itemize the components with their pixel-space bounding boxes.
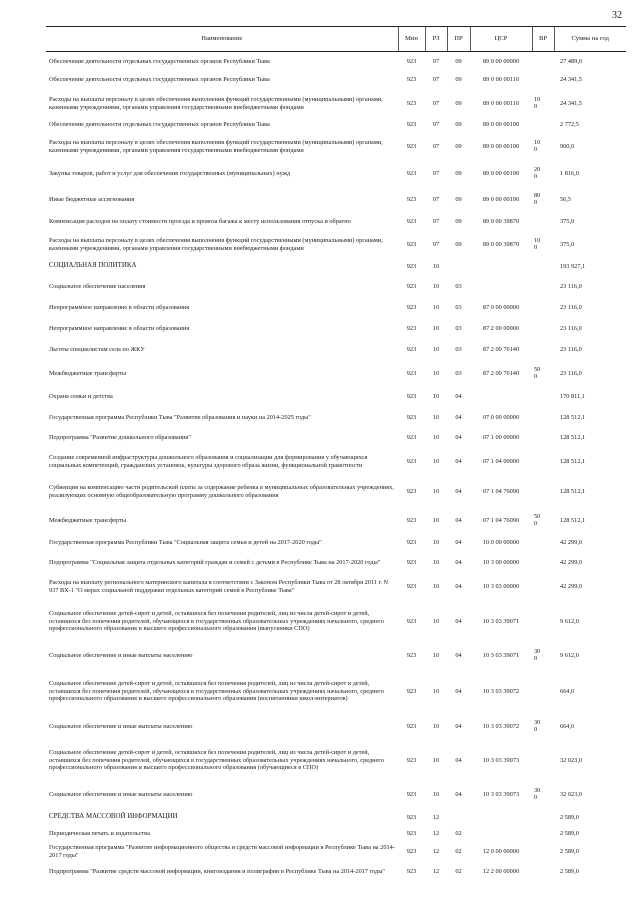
row-rz: 10 (432, 282, 440, 290)
table-row (46, 71, 626, 90)
row-rz: 07 (432, 169, 440, 177)
row-vr: 10 0 (534, 138, 541, 153)
row-rz: 10 (432, 369, 440, 377)
table-row (46, 361, 626, 387)
row-csr: 12 2 00 00000 (482, 867, 520, 875)
row-name: Подпрограмма "Социальная защита отдельных категорий граждан и семей с детьми в Республике Тыва на 2017-2020 годы" (49, 558, 381, 566)
section-row (46, 258, 626, 276)
row-pr: 04 (455, 722, 462, 730)
row-csr (470, 258, 532, 276)
row-pr: 04 (455, 539, 462, 547)
row-sum: 23 116,0 (560, 282, 582, 290)
row-pr: 09 (455, 218, 462, 226)
row-name: Государственная программа "Развитие информационного общества и средств массовой информации в Республике Тыва на 2014-2017 годы" (49, 844, 395, 859)
row-sum: 9 612,0 (560, 652, 579, 660)
row-pr: 04 (455, 414, 462, 422)
row-rz: 10 (432, 558, 440, 566)
row-csr: 89 0 00 00110 (483, 76, 519, 84)
table-row (46, 782, 626, 809)
row-pr: 02 (455, 867, 462, 875)
budget-table (46, 26, 626, 882)
row-sum: 128 512,1 (560, 434, 586, 442)
row-sum: 1 816,0 (560, 169, 579, 177)
row-rz: 10 (432, 457, 440, 465)
row-name: Расходы на выплату регионального материнского капитала в соответствии с Законом Республики Тыва от 28 октября 2011 г. N 937 ВХ-1 "О мерах социальной поддержки отдельных категорий семей в Республике Тыва" (49, 579, 389, 594)
row-vr (532, 340, 554, 361)
table-row (46, 448, 626, 476)
table-row (46, 276, 626, 298)
row-name: Подпрограмма "Развитие средств массовой информации, книгоиздания и полиграфии в Республике Тыва на 2014-2017 годы" (49, 867, 385, 875)
row-vr (532, 52, 554, 71)
row-csr: 87 2 00 76140 (482, 369, 520, 377)
row-rz: 10 (432, 791, 440, 799)
row-pr: 04 (455, 457, 462, 465)
row-rz: 10 (432, 722, 440, 730)
row-name: Государственная программа Республики Тыва "Развитие образования и науки на 2014-2025 годы" (49, 414, 311, 422)
table-row (46, 714, 626, 740)
row-pr: 04 (455, 516, 462, 524)
row-min: 923 (406, 617, 417, 625)
row-name: Социальное обеспечение детей-сирот и детей, оставшихся без попечения родителей, лиц из числа детей-сирот и детей, оставшихся без попечения родителей, обучающихся в государственных образовательных учреждениях начального, среднего профессионального образования и высшего профессионального образования (воспитанники школ-интернатов) (49, 680, 384, 703)
row-csr (470, 809, 532, 827)
row-sum: 128 512,1 (560, 487, 586, 495)
row-vr: 20 0 (534, 165, 541, 180)
row-pr: 03 (455, 282, 462, 290)
row-name: Компенсация расходов на оплату стоимости проезда и провоза багажа к месту использования отпуска и обратно (49, 218, 351, 226)
header-sum: Сумма на год (554, 27, 626, 52)
table-row (46, 90, 626, 118)
row-vr (532, 534, 554, 553)
row-csr (470, 276, 532, 298)
row-vr: 50 0 (534, 512, 541, 527)
row-sum: 23 116,0 (560, 346, 582, 354)
row-pr: 09 (455, 57, 462, 65)
row-pr: 04 (455, 652, 462, 660)
row-sum: 42 299,0 (560, 582, 583, 590)
row-name: Подпрограмма "Развитие дошкольного образования" (49, 434, 191, 442)
row-sum: 9 612,0 (560, 617, 579, 625)
row-name: Расходы на выплаты персоналу в целях обеспечения выполнения функций государственными (муниципальными) органами, казенными учреждениями, органами управления государственными внебюджетными фондами (49, 237, 383, 252)
row-csr: 10 3 03 39072 (482, 687, 520, 695)
row-vr (532, 298, 554, 319)
row-pr: 09 (455, 76, 462, 84)
row-pr: 02 (455, 830, 462, 838)
row-vr: 30 0 (534, 787, 541, 801)
row-csr: 07 0 00 00000 (482, 414, 520, 422)
row-rz: 07 (432, 99, 440, 107)
row-pr: 04 (455, 558, 462, 566)
row-sum: 2 772,5 (560, 121, 579, 129)
row-name: Социальное обеспечение детей-сирот и детей, оставшихся без попечения родителей, лиц из числа детей-сирот и детей, оставшихся без попечения родителей, обучающихся в государственных образовательных учреждениях начального, среднего профессионального образования и высшего профессионального образования (обучающиеся в СПО) (49, 749, 384, 772)
row-min: 923 (406, 722, 417, 730)
row-sum: 24 341,5 (560, 76, 583, 84)
table-row (46, 298, 626, 319)
row-sum: 32 023,0 (560, 756, 583, 764)
row-pr: 04 (455, 487, 462, 495)
row-name: Охрана семьи и детства (49, 393, 113, 401)
table-row (46, 553, 626, 573)
row-min: 923 (406, 756, 417, 764)
table-row (46, 387, 626, 408)
row-min: 923 (406, 169, 417, 177)
row-sum: 375,0 (560, 240, 575, 248)
row-min: 923 (406, 813, 417, 821)
row-name: Межбюджетные трансферты (49, 369, 127, 377)
row-csr: 89 0 00 00190 (482, 142, 520, 150)
row-name: Расходы на выплаты персоналу в целях обеспечения выполнения функций государственными (муниципальными) органами, казенными учреждениями, органами управления государственными внебюджетными фондами (49, 96, 383, 111)
row-csr: 10 3 03 39073 (482, 791, 520, 799)
row-csr: 10 3 03 39071 (482, 617, 520, 625)
table-row (46, 161, 626, 187)
row-min: 923 (406, 369, 417, 377)
row-sum: 170 811,1 (560, 393, 585, 401)
table-row (46, 52, 626, 71)
row-min: 923 (406, 516, 417, 524)
table-row (46, 601, 626, 643)
row-name: Обеспечение деятельности отдельных государственных органов Республики Тыва (49, 121, 270, 129)
row-rz: 10 (432, 539, 440, 547)
row-rz: 10 (432, 687, 440, 695)
row-min: 923 (406, 76, 417, 84)
row-vr (532, 842, 554, 862)
row-rz: 12 (432, 847, 440, 855)
row-rz: 07 (432, 240, 440, 248)
row-vr (532, 827, 554, 842)
row-vr (532, 118, 554, 133)
row-pr: 09 (455, 121, 462, 129)
row-rz: 10 (432, 393, 440, 401)
row-rz: 10 (432, 325, 440, 333)
row-min: 923 (406, 282, 417, 290)
row-pr: 09 (455, 169, 462, 177)
row-csr: 12 0 00 00000 (482, 847, 520, 855)
row-min: 923 (406, 218, 417, 226)
row-pr: 03 (455, 369, 462, 377)
row-sum: 128 512,1 (560, 414, 586, 422)
row-csr: 89 0 00 00190 (482, 169, 520, 177)
row-sum: 27 489,0 (560, 57, 583, 65)
row-rz: 12 (432, 813, 440, 821)
row-sum: 42 299,0 (560, 539, 583, 547)
row-vr (532, 740, 554, 782)
header-vr: ВР (532, 27, 554, 52)
row-min: 923 (406, 558, 417, 566)
row-min: 923 (406, 487, 417, 495)
row-pr: 03 (455, 325, 462, 333)
row-name: Льготы специалистам села по ЖКУ (49, 346, 145, 354)
row-csr: 10 3 03 39071 (482, 652, 520, 660)
row-sum: 23 116,0 (560, 304, 582, 312)
row-csr: 10 3 03 00000 (482, 582, 520, 590)
row-pr (447, 809, 470, 827)
row-vr (532, 429, 554, 448)
row-rz: 10 (432, 582, 440, 590)
row-csr: 07 1 00 00000 (482, 434, 520, 442)
row-vr (532, 553, 554, 573)
row-pr: 09 (455, 240, 462, 248)
row-min: 923 (406, 121, 417, 129)
row-min: 923 (406, 791, 417, 799)
row-rz: 07 (432, 142, 440, 150)
row-csr: 89 0 00 39870 (482, 218, 520, 226)
row-csr: 89 0 00 00000 (482, 57, 520, 65)
table-row (46, 476, 626, 508)
row-sum: 128 512,1 (560, 516, 586, 524)
row-pr: 04 (455, 582, 462, 590)
table-row (46, 740, 626, 782)
row-pr: 04 (455, 756, 462, 764)
row-name: СРЕДСТВА МАССОВОЙ ИНФОРМАЦИИ (49, 813, 178, 821)
row-rz: 07 (432, 195, 440, 203)
row-vr (532, 448, 554, 476)
table-row (46, 573, 626, 601)
row-pr: 02 (455, 847, 462, 855)
table-row (46, 408, 626, 429)
row-name: Закупка товаров, работ и услуг для обеспечения государственных (муниципальных) нужд (49, 169, 291, 177)
row-vr (532, 213, 554, 232)
row-csr: 10 3 03 39073 (482, 756, 520, 764)
table-row (46, 319, 626, 340)
header-csr: ЦСР (470, 27, 532, 52)
row-rz: 10 (432, 617, 440, 625)
row-sum: 193 927,1 (560, 262, 586, 270)
row-vr: 30 0 (534, 718, 541, 733)
header-pr: ПР (447, 27, 470, 52)
row-vr (532, 862, 554, 882)
row-name: Субвенция на компенсацию части родительской платы за содержание ребенка в муниципальных образовательных учреждениях, реализующих основную общеобразовательную программу дошкольного образования (49, 484, 394, 499)
row-name: Непрограммное направление в области образования (49, 304, 190, 312)
row-rz: 10 (432, 652, 440, 660)
row-rz: 10 (432, 487, 440, 495)
row-rz: 12 (432, 867, 440, 875)
row-vr: 80 0 (534, 191, 541, 206)
table-header-row (46, 27, 626, 52)
table-row (46, 187, 626, 213)
table-row (46, 534, 626, 553)
section-row (46, 809, 626, 827)
header-rz: РЗ (425, 27, 447, 52)
row-sum: 42 299,0 (560, 558, 583, 566)
row-csr: 89 0 00 00110 (483, 99, 519, 107)
header-name: Наименование (46, 27, 398, 52)
row-csr: 07 1 04 76090 (482, 516, 520, 524)
row-min: 923 (406, 414, 417, 422)
row-name: Расходы на выплаты персоналу в целях обеспечения выполнения функций государственными (муниципальными) органами, казенными учреждениями, органами управления государственными внебюджетными фондами (49, 139, 383, 154)
row-vr (532, 601, 554, 643)
row-sum: 128 512,1 (560, 457, 586, 465)
row-sum: 2 589,0 (560, 867, 579, 875)
row-pr: 09 (455, 99, 462, 107)
row-vr: 30 0 (534, 648, 541, 662)
row-rz: 10 (432, 756, 440, 764)
row-vr (532, 670, 554, 714)
row-rz: 10 (432, 304, 440, 312)
row-rz: 10 (432, 434, 440, 442)
row-name: Социальное обеспечение и иные выплаты населению (49, 652, 193, 660)
row-csr: 87 2 00 76140 (482, 346, 520, 354)
row-min: 923 (406, 830, 417, 838)
row-sum: 664,0 (560, 687, 575, 695)
row-min: 923 (406, 304, 417, 312)
row-vr: 10 0 (534, 95, 541, 110)
row-min: 923 (406, 539, 417, 547)
row-sum: 900,0 (560, 142, 575, 150)
row-csr: 87 2 00 00000 (482, 325, 520, 333)
row-rz: 10 (432, 516, 440, 524)
table-row (46, 508, 626, 534)
row-pr: 03 (455, 304, 462, 312)
table-row (46, 670, 626, 714)
row-pr: 04 (455, 434, 462, 442)
page-number: 32 (612, 10, 622, 21)
row-name: Обеспечение деятельности отдельных государственных органов Республики Тыва (49, 57, 270, 65)
table-row (46, 232, 626, 258)
row-sum: 24 341,5 (560, 99, 583, 107)
row-name: Непрограммное направление в области образования (49, 325, 190, 333)
row-pr: 04 (455, 791, 462, 799)
row-min: 923 (406, 652, 417, 660)
row-rz: 10 (432, 414, 440, 422)
row-vr: 50 0 (534, 365, 541, 380)
row-csr: 10 0 00 00000 (482, 539, 520, 547)
row-min: 923 (406, 262, 417, 270)
row-sum: 56,5 (560, 195, 572, 203)
row-name: Периодическая печать и издательства (49, 830, 150, 838)
row-min: 923 (406, 582, 417, 590)
row-pr: 09 (455, 142, 462, 150)
row-sum: 2 589,0 (560, 830, 579, 838)
row-csr: 07 1 04 00000 (482, 457, 520, 465)
row-min: 923 (406, 99, 417, 107)
row-rz: 07 (432, 218, 440, 226)
row-vr (532, 258, 554, 276)
row-min: 923 (406, 142, 417, 150)
row-name: Создание современной инфраструктуры дошкольного образования и социализации для формирования у обучающихся социальных компетенций, гражданских установок, культуры здорового образа жизни, функциональной грамотности (49, 454, 368, 469)
row-min: 923 (406, 195, 417, 203)
row-rz: 07 (432, 121, 440, 129)
table-row (46, 827, 626, 842)
row-csr: 10 3 00 00000 (482, 558, 520, 566)
row-rz: 10 (432, 346, 440, 354)
header-min: Мин (398, 27, 425, 52)
row-csr: 10 3 03 39072 (482, 722, 520, 730)
row-vr (532, 387, 554, 408)
row-name: Социальное обеспечение и иные выплаты населению (49, 722, 193, 730)
row-rz: 12 (432, 830, 440, 838)
row-min: 923 (406, 57, 417, 65)
row-name: Государственная программа Республики Тыва "Социальная защита семьи и детей на 2017-2020 годы" (49, 539, 322, 547)
table-row (46, 213, 626, 232)
table-row (46, 643, 626, 670)
row-csr (470, 387, 532, 408)
row-sum: 23 116,0 (560, 369, 582, 377)
row-min: 923 (406, 867, 417, 875)
row-name: Обеспечение деятельности отдельных государственных органов Республики Тыва (49, 76, 270, 84)
row-min: 923 (406, 847, 417, 855)
table-row (46, 429, 626, 448)
row-rz: 07 (432, 57, 440, 65)
table-row (46, 862, 626, 882)
row-vr (532, 573, 554, 601)
row-pr: 09 (455, 195, 462, 203)
table-row (46, 118, 626, 133)
row-rz: 10 (432, 262, 440, 270)
row-name: Межбюджетные трансферты (49, 516, 127, 524)
row-csr: 87 0 00 00000 (482, 304, 520, 312)
row-name: Социальное обеспечение и иные выплаты населению (49, 791, 193, 799)
row-min: 923 (406, 457, 417, 465)
row-min: 923 (406, 240, 417, 248)
row-csr: 89 0 00 00190 (482, 121, 520, 129)
row-pr: 03 (455, 346, 462, 354)
row-vr (532, 408, 554, 429)
row-pr (447, 258, 470, 276)
row-vr: 10 0 (534, 236, 541, 251)
table-row (46, 340, 626, 361)
row-vr (532, 276, 554, 298)
row-name: Социальное обеспечение детей-сирот и детей, оставшихся без попечения родителей, лиц из числа детей-сирот и детей, оставшихся без попечения родителей, обучающихся в государственных образовательных учреждениях начального, среднего профессионального образования и высшего профессионального образования (выпускники СПО) (49, 610, 384, 633)
row-rz: 07 (432, 76, 440, 84)
row-min: 923 (406, 687, 417, 695)
row-min: 923 (406, 325, 417, 333)
table-row (46, 842, 626, 862)
row-sum: 2 589,0 (560, 813, 579, 821)
row-name: Социальное обеспечение населения (49, 282, 146, 290)
row-vr (532, 809, 554, 827)
row-csr: 89 0 00 00190 (482, 195, 520, 203)
row-pr: 04 (455, 687, 462, 695)
row-sum: 23 116,0 (560, 325, 582, 333)
row-vr (532, 476, 554, 508)
row-pr: 04 (455, 393, 462, 401)
row-sum: 2 589,0 (560, 847, 579, 855)
row-pr: 04 (455, 617, 462, 625)
row-min: 923 (406, 346, 417, 354)
row-csr (470, 827, 532, 842)
row-name: Иные бюджетные ассигнования (49, 195, 135, 203)
row-csr: 89 0 00 39870 (482, 240, 520, 248)
row-min: 923 (406, 434, 417, 442)
row-sum: 664,0 (560, 722, 575, 730)
row-min: 923 (406, 393, 417, 401)
row-vr (532, 319, 554, 340)
row-sum: 32 023,0 (560, 791, 583, 799)
row-vr (532, 71, 554, 90)
table-row (46, 133, 626, 161)
row-sum: 375,0 (560, 218, 575, 226)
row-csr: 07 1 04 76090 (482, 487, 520, 495)
row-name: СОЦИАЛЬНАЯ ПОЛИТИКА (49, 262, 137, 270)
